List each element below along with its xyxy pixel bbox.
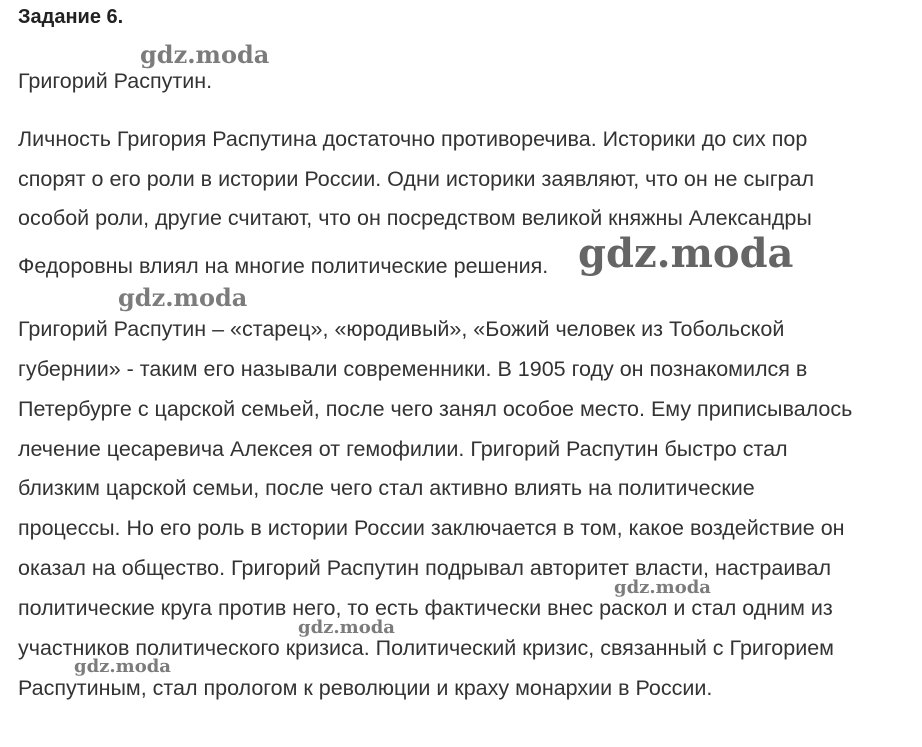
paragraph1-line-2: спорят о его роли в истории России. Одни историки заявляют, что он не сыграл (18, 167, 814, 191)
document-heading: Григорий Распутин. (18, 69, 213, 93)
watermark: gdz.moda (74, 656, 171, 677)
paragraph2-line-2: губернии» - таким его называли современники. В 1905 году он познакомился в (18, 357, 808, 381)
paragraph2-line-3: Петербурге с царской семьей, после чего занял особое место. Ему приписывалось (18, 397, 853, 421)
paragraph2-line-7: оказал на общество. Григорий Распутин подрывал авторитет власти, настраивал (18, 556, 832, 580)
paragraph1-line-3: особой роли, другие считают, что он посредством великой княжны Александры (18, 206, 812, 230)
watermark: gdz.moda (140, 40, 270, 69)
paragraph2-line-10: Распутиным, стал прологом к революции и краху монархии в России. (18, 676, 713, 700)
task-title: Задание 6. (18, 6, 124, 28)
paragraph2-line-5: близким царской семьи, после чего стал активно влиять на политические (18, 476, 755, 500)
watermark: gdz.moda (298, 617, 395, 638)
paragraph2-line-4: лечение цесаревича Алексея от гемофилии. Григорий Распутин быстро стал (18, 437, 788, 461)
paragraph2-line-9: участников политического кризиса. Политический кризис, связанный с Григорием (18, 636, 834, 660)
paragraph1-line-1: Личность Григория Распутина достаточно противоречива. Историки до сих пор (18, 127, 808, 151)
paragraph2-line-1: Григорий Распутин – «старец», «юродивый», «Божий человек из Тобольской (18, 317, 785, 341)
watermark: gdz.moda (118, 283, 248, 312)
watermark: gdz.moda (578, 230, 794, 277)
paragraph2-line-8: политические круга против него, то есть фактически внес раскол и стал одним из (18, 596, 833, 620)
watermark: gdz.moda (614, 577, 711, 598)
paragraph1-line-4: Федоровны влиял на многие политические решения. (18, 254, 549, 278)
paragraph2-line-6: процессы. Но его роль в истории России заключается в том, какое воздействие он (18, 516, 845, 540)
